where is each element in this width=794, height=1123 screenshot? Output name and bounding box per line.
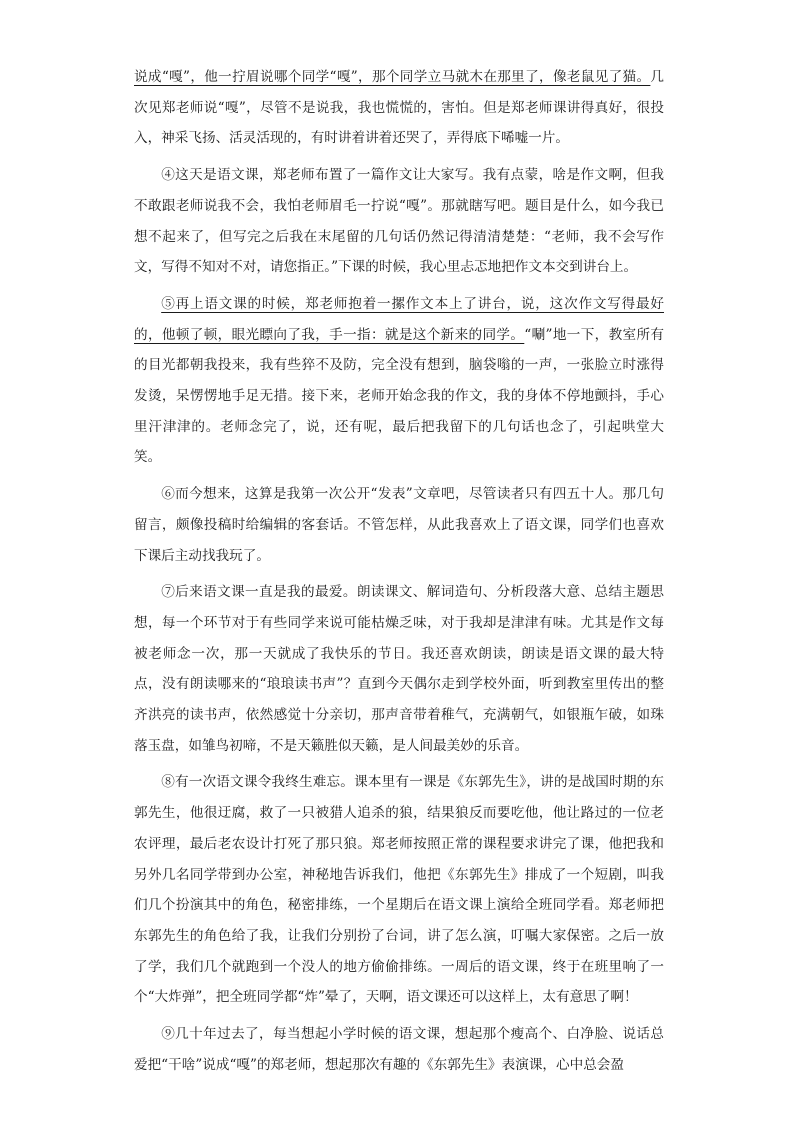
paragraph-5 xyxy=(134,289,664,473)
sentence: ⑧有一次语文课令我终生难忘。课本里有一课是《东郭先生》，讲的是战国时期的东郭先生，他很迂腐，救了一只被猎人追杀的狼，结果狼反而要吃他，他让路过的一位老农评理，最后老农设计打死了那只狼。郑老师按照正常的课程要求讲完了课，他把我和另外几名同学带到办公室，神秘地告诉我们，他把《东郭先生》排成了一个短剧，叫我们几个扮演其中的角色，秘密排练，一个星期后在语文课上演给全班同学看。郑老师把东郭先生的角色给了我，让我们分别扮了台词，讲了怎么演，叮嘱大家保密。之后一放了学，我们几个就跑到一个没人的地方偷偷排练。一周后的语文课，终于在班里响了一个“大炸弹”，把全班同学都“炸”晕了，天啊，语文课还可以这样上，太有意思了啊！ xyxy=(134,774,664,1006)
paragraph-continued xyxy=(134,62,664,154)
sentence: “唰”地一下，教室所有的目光都朝我投来，我有些猝不及防，完全没有想到，脑袋嗡的一声，一张脸立时涨得发烫，呆愣愣地手足无措。接下来，老师开始念我的作文，我的身体不停地颤抖，手心里汗津津的。老师念完了，说，还有呢，最后把我留下的几句话也念了，引起哄堂大笑。 xyxy=(134,326,664,466)
sentence: ⑦后来语文课一直是我的最爱。朗读课文、解词造句、分析段落大意、总结主题思想，每一个环节对于有些同学来说可能枯燥乏味，对于我却是津津有味。尤其是作文每被老师念一次，那一天就成了我快乐的节日。我还喜欢朗读，朗读是语文课的最大特点，没有朗读哪来的“琅琅读书声”？直到今天偶尔走到学校外面，听到教室里传出的整齐洪亮的读书声，依然感觉十分亲切，那声音带着稚气，充满朝气，如银瓶乍破，如珠落玉盘，如雏鸟初啼，不是天籁胜似天籁，是人间最美妙的乐音。 xyxy=(134,584,664,754)
paragraph-4 xyxy=(134,160,664,283)
sentence: 几次见郑老师说“嘎”，尽管不是说我，我也慌慌的，害怕。但是郑老师课讲得真好，很投入，神采飞扬、活灵活现的，有时讲着讲着还哭了，弄得底下唏嘘一片。 xyxy=(134,69,664,147)
underlined-sentence: ⑤再上语文课的时候，郑老师抱着一摞作文本上了讲台，说，这次作文写得最好的，他顿了顿，眼光瞟向了我，手一指：就是这个新来的同学。 xyxy=(134,295,664,343)
sentence: ④这天是语文课，郑老师布置了一篇作文让大家写。我有点蒙，啥是作文啊，但我不敢跟老师说我不会，我怕老师眉毛一拧说“嘎”。那就瞎写吧。题目是什么，如今我已想不起来了，但写完之后我在末尾留的几句话仍然记得清清楚楚：“老师，我不会写作文，写得不知对不对，请您指正。”下课的时候，我心里忐忑地把作文本交到讲台上。 xyxy=(134,167,664,276)
underlined-sentence: 说成“嘎”，他一拧眉说哪个同学“嘎”，那个同学立马就木在那里了，像老鼠见了猫。 xyxy=(134,69,651,85)
paragraph-9 xyxy=(134,1019,664,1080)
paragraph-6 xyxy=(134,479,664,571)
paragraph-8 xyxy=(134,767,664,1013)
sentence: ⑥而今想来，这算是我第一次公开“发表”文章吧，尽管读者只有四五十人。那几句留言，颇像投稿时给编辑的客套话。不管怎样，从此我喜欢上了语文课，同学们也喜欢下课后主动找我玩了。 xyxy=(134,486,664,564)
article-body xyxy=(134,62,664,1087)
sentence: ⑨几十年过去了，每当想起小学时候的语文课，想起那个瘦高个、白净脸、说话总爱把“干啥”说成“嘎”的郑老师，想起那次有趣的《东郭先生》表演课，心中总会盈 xyxy=(134,1026,664,1073)
paragraph-7 xyxy=(134,577,664,761)
